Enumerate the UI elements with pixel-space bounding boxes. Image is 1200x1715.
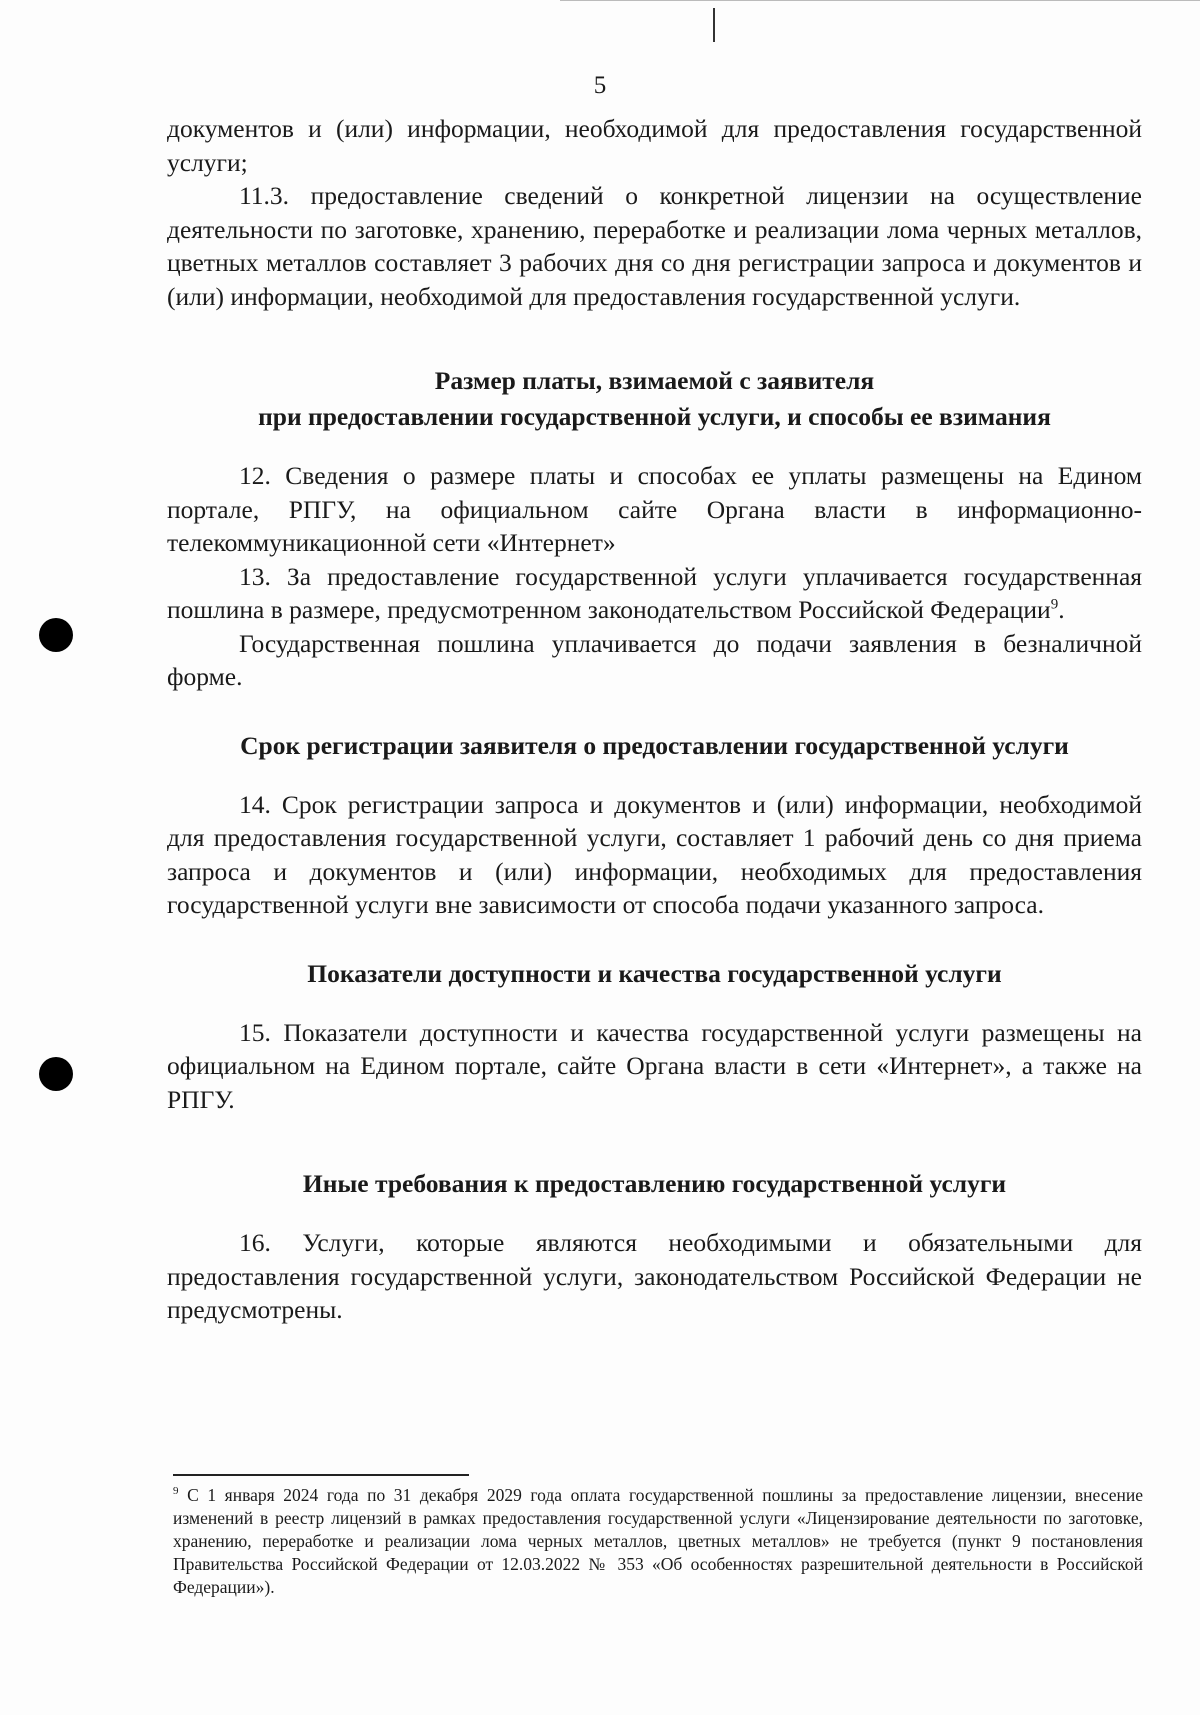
section-heading-quality: Показатели доступности и качества государственной услуги (307, 958, 1002, 988)
section-heading-registration: Срок регистрации заявителя о предоставлении государственной услуги (240, 730, 1069, 760)
footnote-marker: 9 (173, 1485, 179, 1498)
punch-hole-lower (39, 1057, 73, 1091)
paragraph-13 (167, 560, 1142, 627)
footnote-reference[interactable]: 9 (1050, 596, 1059, 613)
paragraph-13-text: 13. За предоставление государственной услуги уплачивается государственная пошлина в размере, предусмотренном законодательством Российской Федерации (167, 561, 1142, 624)
paragraph-11-3: 11.3. предоставление сведений о конкретной лицензии на осуществление деятельности по заготовке, хранению, переработке и реализации лома черных металлов, цветных металлов составляет 3 рабочих дня со дня регистрации запроса и документов и (или) информации, необходимой для предоставления государственной услуги. (167, 181, 1142, 311)
paragraph-continuation: документов и (или) информации, необходимой для предоставления государственной услуги; (167, 114, 1142, 177)
paragraph-15: 15. Показатели доступности и качества государственной услуги размещены на официальном на Едином портале, сайте Органа власти в сети «Интернет», а также на РПГУ. (167, 1017, 1142, 1114)
paragraph-14: 14. Срок регистрации запроса и документов и (или) информации, необходимой для предоставления государственной услуги, составляет 1 рабочий день со дня приема запроса и документов и (или) информации, необходимых для предоставления государственной услуги вне зависимости от способа подачи указанного запроса. (167, 789, 1142, 919)
paragraph-duty: Государственная пошлина уплачивается до подачи заявления в безналичной форме. (167, 628, 1142, 691)
paragraph-12: 12. Сведения о размере платы и способах ее уплаты размещены на Едином портале, РПГУ, на официальном сайте Органа власти в информационно-телекоммуникационной сети «Интернет» (167, 461, 1142, 557)
punch-hole-upper (39, 618, 73, 652)
paragraph-13-end: . (1058, 595, 1065, 624)
scan-edge-line (560, 0, 1200, 1)
scan-mark (713, 8, 715, 42)
footnote-9 (173, 1484, 1143, 1599)
footnote-text: С 1 января 2024 года по 31 декабря 2029 года оплата государственной пошлины за предоставление лицензии, внесение изменений в реестр лицензий в рамках предоставления государственной услуги «Лицензирование деятельности по заготовке, хранению, переработке и реализации лома черных металлов, цветных металлов» не требуется (пункт 9 постановления Правительства Российской Федерации от 12.03.2022 № 353 «Об особенностях разрешительной деятельности в Российской Федерации»). (173, 1485, 1143, 1597)
footnote-separator (173, 1474, 469, 1476)
document-body (167, 112, 1142, 1327)
section-heading-other: Иные требования к предоставлению государственной услуги (302, 1169, 1007, 1198)
page-number: 5 (593, 72, 607, 99)
heading-line: Размер платы, взимаемой с заявителя (434, 366, 875, 395)
heading-line: при предоставлении государственной услуги, и способы ее взимания (258, 402, 1051, 431)
section-heading-fee (167, 363, 1142, 435)
paragraph-16: 16. Услуги, которые являются необходимыми и обязательными для предоставления государственной услуги, законодательством Российской Федерации не предусмотрены. (167, 1228, 1142, 1324)
